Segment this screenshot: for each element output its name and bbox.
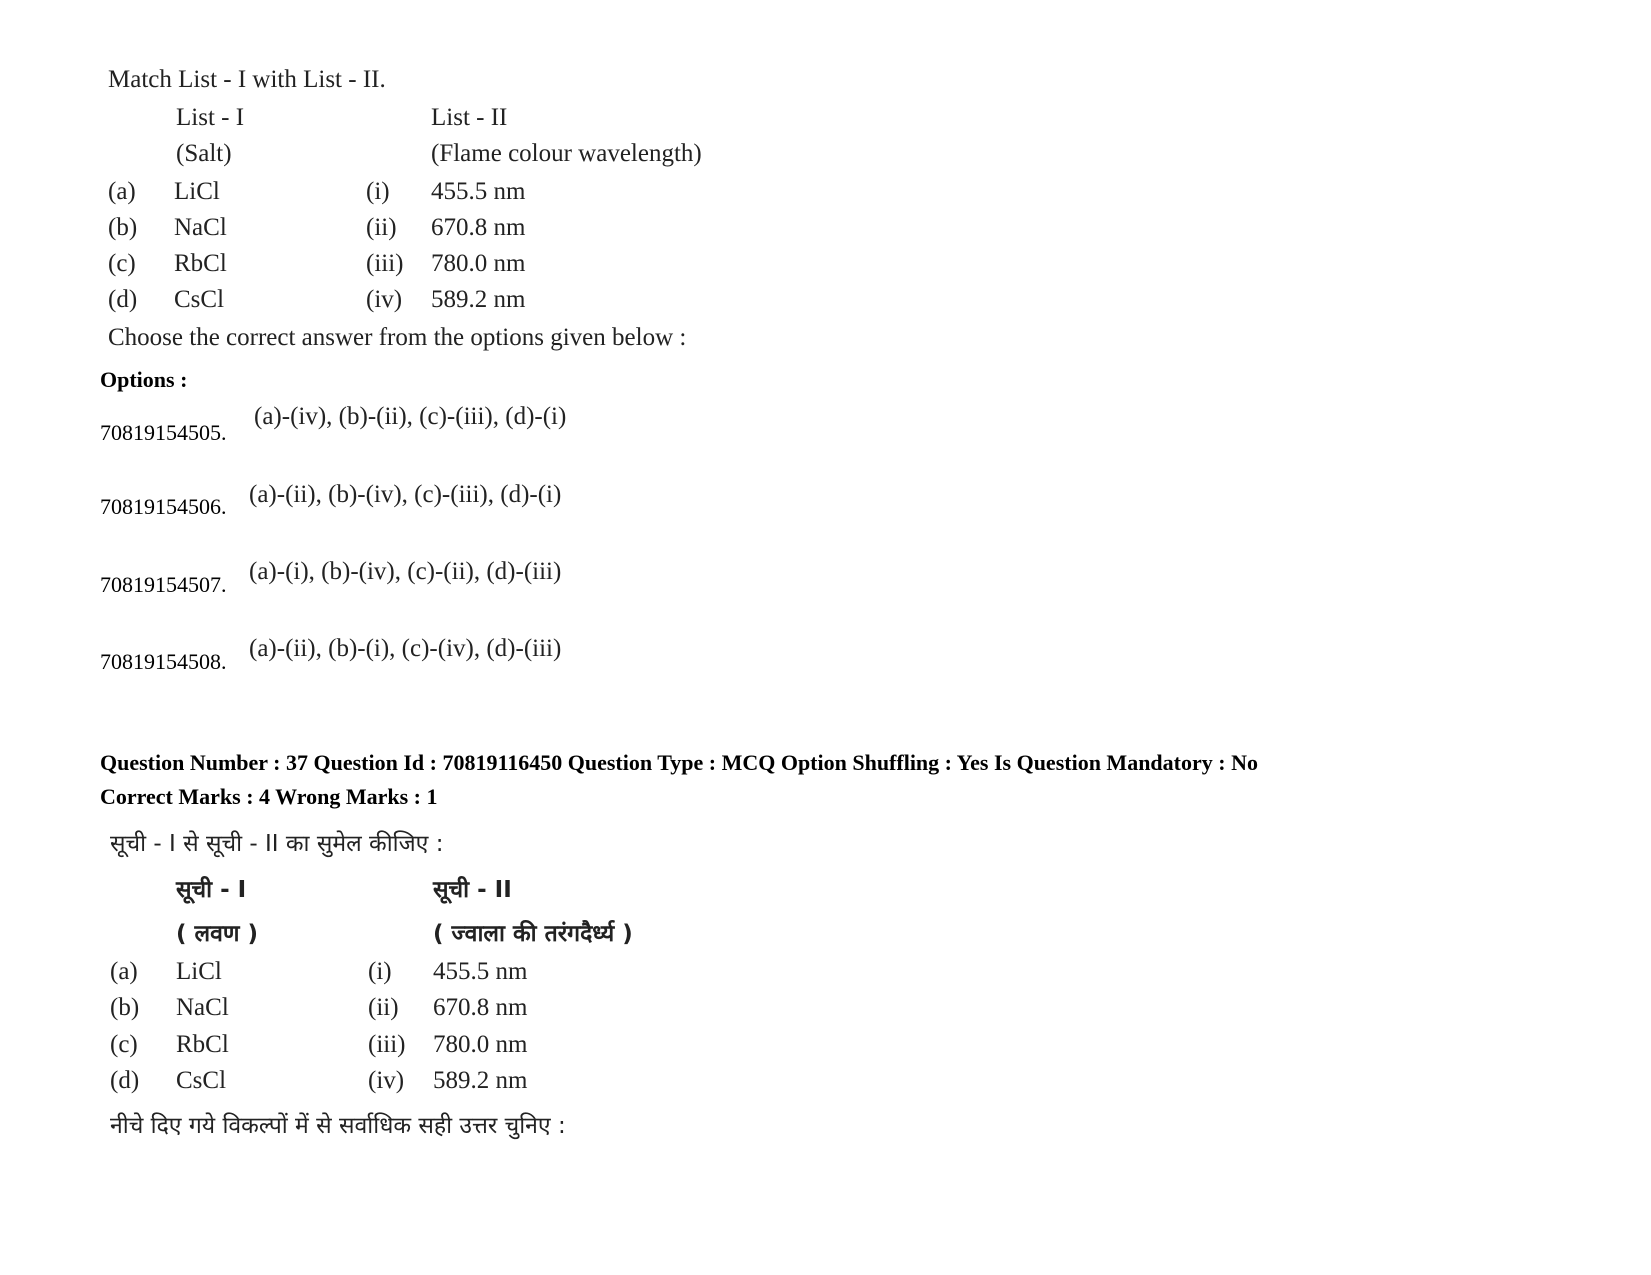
hindi-question-block <box>110 826 710 1146</box>
option-text[interactable]: (a)-(i), (b)-(iv), (c)-(ii), (d)-(iii) <box>249 558 562 585</box>
english-question-block <box>108 66 788 356</box>
question-meta-line2: Correct Marks : 4 Wrong Marks : 1 <box>100 784 438 809</box>
row-salt: RbCl <box>176 1031 229 1058</box>
row-roman: (iv) <box>368 1067 405 1094</box>
row-label: (d) <box>108 286 138 313</box>
list2-title: सूची - II <box>433 877 512 903</box>
row-label: (a) <box>110 958 138 985</box>
row-roman: (ii) <box>366 214 397 241</box>
question-instruction: Match List - I with List - II. <box>108 66 386 93</box>
row-label: (d) <box>110 1067 140 1094</box>
option-text[interactable]: (a)-(ii), (b)-(i), (c)-(iv), (d)-(iii) <box>249 635 562 662</box>
row-salt: NaCl <box>174 214 227 241</box>
option-id: 70819154507. <box>100 572 227 597</box>
option-text[interactable]: (a)-(iv), (b)-(ii), (c)-(iii), (d)-(i) <box>254 403 567 430</box>
option-id: 70819154506. <box>100 494 227 519</box>
question-footer: Choose the correct answer from the options given below : <box>108 324 687 351</box>
row-value: 670.8 nm <box>433 994 528 1021</box>
row-roman: (iii) <box>368 1031 406 1058</box>
row-salt: LiCl <box>176 958 222 985</box>
row-salt: CsCl <box>176 1067 227 1094</box>
row-value: 589.2 nm <box>431 286 526 313</box>
list1-title: List - I <box>176 104 245 131</box>
list2-subtitle: (Flame colour wavelength) <box>431 140 702 167</box>
row-roman: (iv) <box>366 286 403 313</box>
row-value: 670.8 nm <box>431 214 526 241</box>
row-label: (c) <box>110 1031 138 1058</box>
list2-subtitle: ( ज्वाला की तरंगदैर्ध्य ) <box>433 921 633 947</box>
row-value: 780.0 nm <box>433 1031 528 1058</box>
row-label: (a) <box>108 178 136 205</box>
list2-title: List - II <box>431 104 508 131</box>
row-label: (b) <box>108 214 138 241</box>
question-instruction: सूची - I से सूची - II का सुमेल कीजिए : <box>110 831 444 857</box>
option-id: 70819154508. <box>100 649 227 674</box>
question-meta-line1: Question Number : 37 Question Id : 70819116450 Question Type : MCQ Option Shuffling : Yes Is Question Mandatory : No <box>100 750 1258 775</box>
row-label: (c) <box>108 250 136 277</box>
row-salt: RbCl <box>174 250 227 277</box>
row-value: 455.5 nm <box>431 178 526 205</box>
row-roman: (ii) <box>368 994 399 1021</box>
row-label: (b) <box>110 994 140 1021</box>
question-footer: नीचे दिए गये विकल्पों में से सर्वाधिक सही उत्तर चुनिए : <box>110 1113 566 1139</box>
options-label: Options : <box>100 367 188 392</box>
row-roman: (iii) <box>366 250 404 277</box>
row-salt: LiCl <box>174 178 220 205</box>
row-value: 455.5 nm <box>433 958 528 985</box>
row-roman: (i) <box>368 958 392 985</box>
row-value: 589.2 nm <box>433 1067 528 1094</box>
option-text[interactable]: (a)-(ii), (b)-(iv), (c)-(iii), (d)-(i) <box>249 481 562 508</box>
row-value: 780.0 nm <box>431 250 526 277</box>
list1-subtitle: (Salt) <box>176 140 232 167</box>
option-id: 70819154505. <box>100 420 227 445</box>
row-salt: NaCl <box>176 994 229 1021</box>
list1-title: सूची - I <box>176 877 247 903</box>
row-roman: (i) <box>366 178 390 205</box>
row-salt: CsCl <box>174 286 225 313</box>
list1-subtitle: ( लवण ) <box>176 921 259 947</box>
